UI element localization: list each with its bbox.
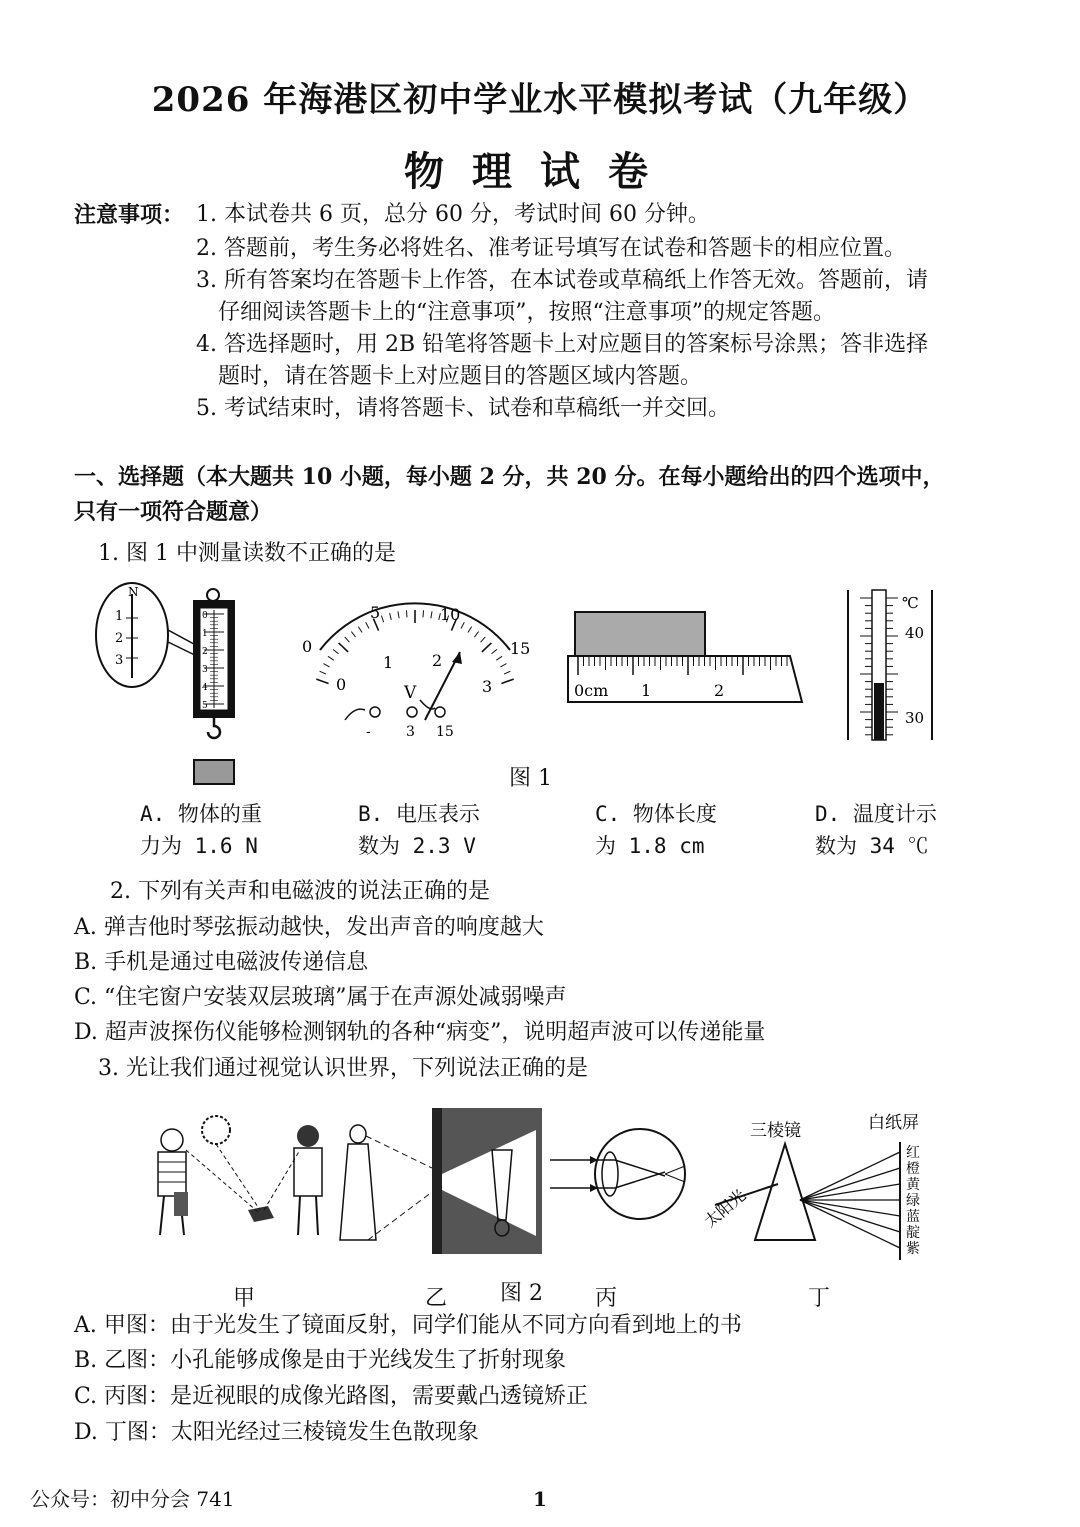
panel-label-bing: 丙 [595,1286,618,1311]
spectrum-color-label: 绿 [906,1193,920,1209]
q3-option-b: B. 乙图：小孔能够成像是由于光线发生了折射现象 [74,1348,567,1373]
panel-jia-drawing [158,1116,322,1235]
svg-text:0cm: 0cm [574,681,609,700]
spectrum-color-label: 靛 [906,1225,920,1241]
figure-1-caption: 图 1 [509,766,552,791]
note-item-5: 5. 考试结束时，请将答题卡、试卷和草稿纸一并交回。 [196,396,730,421]
scale-tick-label: 4 [202,683,208,693]
section-heading: 一、选择题（本大题共 10 小题，每小题 2 分，共 20 分。在每小题给出的四个选项中， [74,464,945,490]
spectrum-color-label: 紫 [906,1241,920,1257]
svg-text:30: 30 [905,709,925,727]
svg-text:15: 15 [510,639,531,658]
q3-option-c: C. 丙图：是近视眼的成像光路图，需要戴凸透镜矫正 [74,1384,589,1409]
svg-text:5: 5 [370,603,381,622]
svg-text:15: 15 [436,724,454,740]
svg-text:-: - [366,724,371,740]
prism-label: 三棱镜 [750,1121,801,1141]
svg-text:10: 10 [440,605,461,624]
q2-option-b: B. 手机是通过电磁波传递信息 [74,950,369,975]
question-2-stem: 2. 下列有关声和电磁波的说法正确的是 [110,879,490,904]
svg-text:3: 3 [406,724,415,740]
note-item-4: 4. 答选择题时，用 2B 铅笔将答题卡上对应题目的答案标号涂黑；答非选择 [196,332,929,357]
q1-option-a-line1: A. 物体的重 [140,802,262,826]
svg-text:0: 0 [302,637,313,656]
exam-title: 2026 年海港区初中学业水平模拟考试（九年级） [151,80,929,120]
zoom-label-1: 1 [115,609,124,624]
panel-label-ding: 丁 [808,1286,831,1311]
panel-ding-drawing [700,1113,921,1260]
spectrum-color-label: 蓝 [906,1209,920,1225]
zoom-label-n: N [128,585,139,599]
q1-option-c-line2: 为 1.8 cm [595,834,705,858]
q1-option-d-line2: 数为 34 ℃ [815,834,929,858]
panel-label-jia: 甲 [233,1286,256,1311]
note-item-2: 2. 答题前，考生务必将姓名、准考证号填写在试卷和答题卡的相应位置。 [196,236,906,261]
question-1-stem: 1. 图 1 中测量读数不正确的是 [98,541,396,566]
svg-text:1: 1 [641,681,652,700]
paper-subtitle: 物理试卷 [404,148,676,195]
voltmeter-diagram [302,603,530,740]
panel-label-yi: 乙 [425,1286,448,1311]
scale-tick-label: 1 [202,629,208,639]
q1-option-c-line1: C. 物体长度 [595,802,717,826]
zoom-label-2: 2 [115,631,124,646]
q2-option-c: C. “住宅窗户安装双层玻璃”属于在声源处减弱噪声 [74,985,567,1010]
note-item-1: 1. 本试卷共 6 页，总分 60 分，考试时间 60 分钟。 [196,202,710,227]
q1-option-b-line2: 数为 2.3 V [358,834,476,858]
spectrum-color-label: 红 [906,1145,920,1161]
sunlight-label: 太阳光 [700,1185,750,1232]
notes-label: 注意事项： [74,202,185,228]
figure-1 [90,580,970,790]
q3-option-a: A. 甲图：由于光发生了镜面反射，同学们能从不同方向看到地上的书 [74,1313,742,1338]
panel-bing-drawing [550,1129,685,1219]
scale-tick-label: 0 [202,611,208,621]
svg-text:℃: ℃ [902,594,919,612]
spectrum-color-label: 黄 [906,1177,920,1193]
page-number: 1 [533,1487,547,1511]
note-item-4-cont: 题时，请在答题卡上对应题目的答题区域内答题。 [218,364,703,389]
svg-text:2: 2 [432,651,443,670]
note-item-3: 3. 所有答案均在答题卡上作答，在本试卷或草稿纸上作答无效。答题前，请 [196,268,928,293]
q1-option-a-line2: 力为 1.6 N [140,834,258,858]
figure-2-caption: 图 2 [500,1281,543,1306]
note-item-3-cont: 仔细阅读答题卡上的“注意事项”，按照“注意事项”的规定答题。 [218,300,835,325]
q3-option-d: D. 丁图：太阳光经过三棱镜发生色散现象 [74,1420,479,1445]
scale-tick-label: 3 [202,665,208,675]
panel-yi-drawing [340,1108,542,1254]
svg-text:40: 40 [905,624,925,642]
scale-tick-label: 5 [202,701,208,711]
q2-option-d: D. 超声波探伤仪能够检测钢轨的各种“病变”，说明超声波可以传递能量 [74,1020,766,1045]
svg-text:3: 3 [482,677,493,696]
q1-option-d-line1: D. 温度计示 [815,802,937,826]
voltmeter-unit: V [404,683,417,703]
q1-option-b-line1: B. 电压表示 [358,802,480,826]
zoom-label-3: 3 [115,653,124,668]
spectrum-color-label: 橙 [906,1161,920,1177]
section-heading-cont: 只有一项符合题意） [74,499,273,525]
thermometer-diagram [848,590,932,740]
q2-option-a: A. 弹吉他时琴弦振动越快，发出声音的响度越大 [74,915,544,940]
svg-text:2: 2 [714,681,725,700]
footer-source: 公众号：初中分会 741 [30,1487,235,1511]
screen-label: 白纸屏 [868,1113,919,1133]
svg-text:1: 1 [383,653,394,672]
svg-text:0: 0 [336,675,347,694]
ruler-diagram [568,612,802,702]
spring-scale-diagram [96,583,235,784]
scale-tick-label: 2 [202,647,208,657]
question-3-stem: 3. 光让我们通过视觉认识世界，下列说法正确的是 [98,1056,588,1081]
